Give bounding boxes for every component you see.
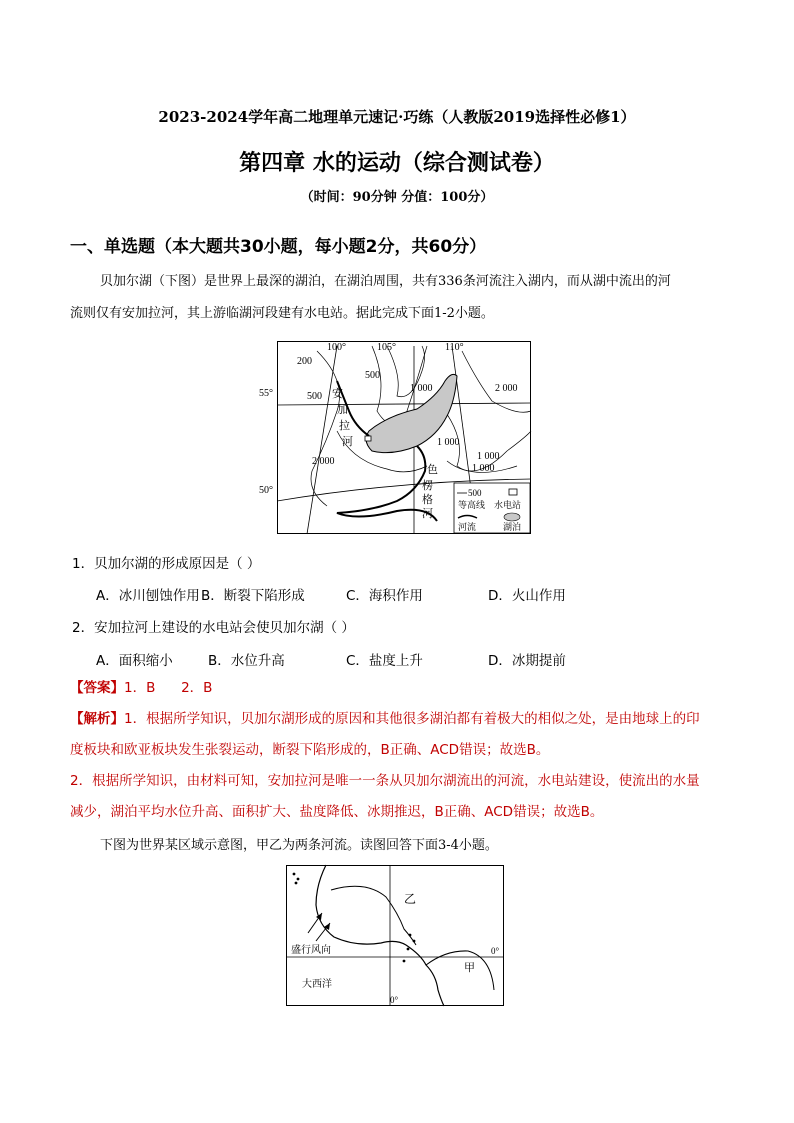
- analysis-p2-line1: 2．根据所学知识，由材料可知，安加拉河是唯一一条从贝加尔湖流出的河流，水电站建设，使流出的水量: [70, 773, 700, 789]
- svg-text:100°: 100°: [327, 342, 346, 353]
- svg-text:拉: 拉: [339, 420, 350, 432]
- svg-text:湖泊: 湖泊: [503, 522, 522, 532]
- svg-text:55°: 55°: [259, 388, 273, 399]
- q2-option-d[interactable]: D．冰期提前: [488, 653, 566, 669]
- analysis-p1-line1: 1．根据所学知识，贝加尔湖形成的原因和其他很多湖泊都有着极大的相似之处，是由地球上的印: [124, 711, 700, 727]
- svg-text:1 000: 1 000: [477, 451, 500, 462]
- question-1-options: [96, 584, 696, 604]
- svg-text:110°: 110°: [445, 342, 464, 353]
- svg-text:2 000: 2 000: [312, 456, 335, 467]
- svg-text:2 000: 2 000: [495, 383, 518, 394]
- analysis-p1-line2: 度板块和欧亚板块发生张裂运动，断裂下陷形成的，B正确、ACD错误；故选B。: [70, 742, 550, 758]
- svg-text:0°: 0°: [390, 995, 399, 1005]
- passage-2-line-1: 下图为世界某区域示意图，甲乙为两条河流。读图回答下面3-4小题。: [100, 838, 498, 853]
- svg-text:500: 500: [307, 391, 322, 402]
- question-2-options: [96, 649, 696, 669]
- q2-option-b[interactable]: B．水位升高: [208, 653, 285, 669]
- baikal-map: [259, 341, 531, 534]
- answer-tag: 【答案】: [70, 680, 124, 696]
- section-heading: 一、单选题（本大题共30小题，每小题2分，共60分）: [70, 237, 487, 257]
- svg-text:加: 加: [337, 404, 348, 416]
- q1-option-c[interactable]: C．海积作用: [346, 588, 423, 604]
- svg-text:105°: 105°: [377, 342, 396, 353]
- passage-1-line-2: 流则仅有安加拉河，其上游临湖河段建有水电站。据此完成下面1-2小题。: [70, 306, 494, 321]
- exam-meta: （时间：90分钟 分值：100分）: [300, 190, 494, 205]
- passage-2: [70, 830, 730, 862]
- svg-text:500: 500: [365, 370, 380, 381]
- passage-1: [70, 266, 730, 330]
- svg-text:河: 河: [422, 508, 433, 520]
- hydro-station-icon: [365, 436, 371, 441]
- svg-text:色: 色: [427, 464, 438, 476]
- svg-text:0°: 0°: [491, 946, 500, 956]
- svg-text:1 000: 1 000: [437, 437, 460, 448]
- passage-1-line-1: 贝加尔湖（下图）是世界上最深的湖泊，在湖泊周围，共有336条河流注入湖内，而从湖中流出的河: [100, 274, 671, 289]
- region-map: [286, 865, 504, 1006]
- svg-text:50°: 50°: [259, 485, 273, 496]
- q1-option-d[interactable]: D．火山作用: [488, 588, 566, 604]
- q2-option-c[interactable]: C．盐度上升: [346, 653, 423, 669]
- svg-text:河流: 河流: [458, 522, 477, 532]
- question-1-stem: 1．贝加尔湖的形成原因是（ ）: [72, 556, 261, 572]
- series-header: 2023-2024学年高二地理单元速记·巧练（人教版2019选择性必修1）: [158, 108, 636, 126]
- svg-text:楞: 楞: [422, 480, 433, 492]
- q1-option-a[interactable]: A．冰川刨蚀作用: [96, 588, 200, 604]
- q2-option-a[interactable]: A．面积缩小: [96, 653, 173, 669]
- answer-text: 1．B 2．B: [124, 680, 213, 696]
- svg-text:200: 200: [297, 356, 312, 367]
- svg-text:河: 河: [342, 436, 353, 448]
- svg-text:格: 格: [422, 494, 433, 506]
- answer-line: [70, 676, 212, 696]
- svg-text:大西洋: 大西洋: [302, 979, 332, 990]
- analysis-p2-line2: 减少，湖泊平均水位升高、面积扩大、盐度降低、冰期推迟，B正确、ACD错误；故选B。: [70, 804, 604, 820]
- svg-text:甲: 甲: [464, 962, 475, 974]
- svg-text:1 000: 1 000: [472, 463, 495, 474]
- svg-text:水电站: 水电站: [494, 500, 522, 510]
- svg-text:1 000: 1 000: [410, 383, 433, 394]
- analysis-block: [70, 704, 730, 828]
- svg-text:安: 安: [332, 388, 343, 400]
- svg-text:盛行风向: 盛行风向: [291, 945, 331, 956]
- svg-text:乙: 乙: [404, 892, 417, 906]
- svg-text:500: 500: [468, 488, 482, 498]
- analysis-tag: 【解析】: [70, 711, 124, 727]
- q1-option-b[interactable]: B．断裂下陷形成: [201, 588, 305, 604]
- page-title: 第四章 水的运动（综合测试卷）: [239, 151, 555, 176]
- question-2-stem: 2．安加拉河上建设的水电站会使贝加尔湖（ ）: [72, 620, 355, 636]
- svg-text:等高线: 等高线: [458, 500, 486, 510]
